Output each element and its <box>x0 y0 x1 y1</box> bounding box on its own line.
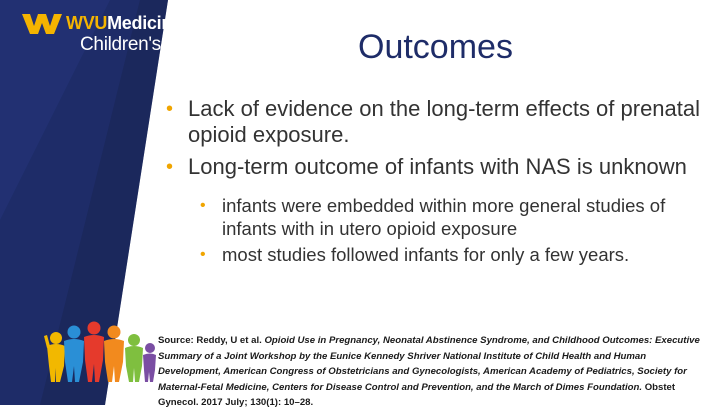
wvu-medicine-childrens-logo <box>22 12 182 62</box>
logo-childrens-text: Children's <box>80 34 161 55</box>
bullet-text: Lack of evidence on the long-term effects of prenatal opioid exposure. <box>188 96 701 147</box>
source-citation <box>158 333 710 411</box>
source-suffix: Obstet Gynecol. 2017 July; 130(1): 10–28. <box>158 381 676 408</box>
flying-wv-icon <box>22 14 62 36</box>
bullet-dot-icon: • <box>200 197 206 214</box>
logo-wvu-text: WVU <box>66 13 108 33</box>
sub-bullet-text: infants were embedded within more general studies of infants with in utero opioid exposure <box>222 195 666 239</box>
children-figures-icon <box>44 318 156 384</box>
source-prefix: Source: Reddy, U et al. <box>158 335 265 346</box>
bullet-list <box>160 96 705 269</box>
sub-bullet-item <box>160 194 705 240</box>
bullet-item <box>160 96 705 148</box>
source-title: Opioid Use in Pregnancy, Neonatal Abstinence Syndrome, and Childhood Outcomes: Executive Summary of a Joint Workshop by the Eunice Kennedy Shriver National Institute of Child Health and Human Development, American Congress of Obstetricians and Gynecologists, American Academy of Pediatrics, Society for Maternal-Fetal Medicine, Centers for Disease Control and Prevention, and the March of Dimes Foundation. <box>158 335 700 393</box>
bullet-text: Long-term outcome of infants with NAS is unknown <box>188 154 687 179</box>
bullet-item <box>160 154 705 180</box>
logo-wordmark <box>66 13 182 34</box>
logo-medicine-text: Medicine <box>107 13 182 33</box>
bullet-dot-icon: • <box>166 156 174 178</box>
bullet-dot-icon: • <box>166 98 174 120</box>
sub-bullet-item <box>160 243 705 266</box>
slide-title: Outcomes <box>358 28 513 66</box>
bullet-dot-icon: • <box>200 246 206 263</box>
sub-bullet-text: most studies followed infants for only a few years. <box>222 244 630 265</box>
